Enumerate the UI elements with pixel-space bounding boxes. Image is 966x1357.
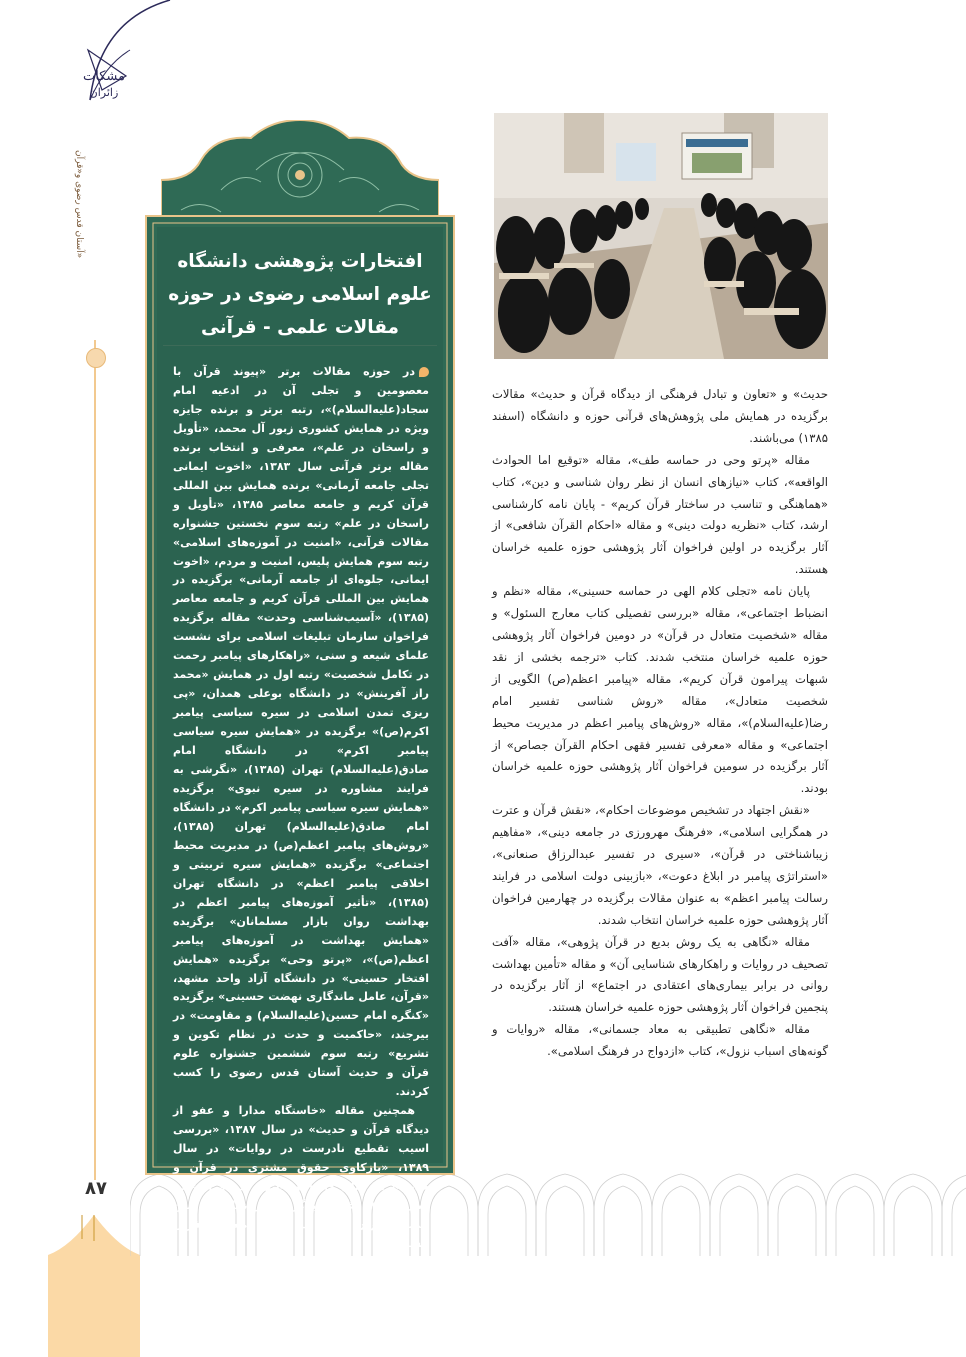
- svg-text:مشکات: مشکات: [83, 69, 125, 84]
- rail-ornament: [86, 348, 106, 368]
- svg-text:زائران: زائران: [89, 86, 119, 99]
- panel-paragraph-text: در حوزه مقالات برتر «پیوند قرآن با معصومین و تجلی آن در ادعیه امام سجاد(علیه‌السلام)»، رتبه برتر و برنده جایزه ویژه در همایش کشوری زبور آل محمد، «تأویل و راسخان در علم»، معرفی و انتخاب برنده مقاله برتر قرآنی سال ۱۳۸۳، «اخوت ایمانی تجلی جامعه آرمانی» برنده همایش بین المللی قرآن کریم و جامعه معاصر ۱۳۸۵، «تأویل و راسخان در علم» رتبه سوم نخستین جشنواره مقالات قرآنی، «امنیت در آموزه‌های اسلامی» رتبه سوم همایش پلیس، امنیت و مردم، «اخوت ایمانی، جلوه‌ای از جامعه آرمانی» برگزیده در همایش بین المللی قرآن کریم و جامعه معاصر (۱۳۸۵)، «آسیب‌شناسی وحدت» مقاله برگزیده فراخوان سازمان تبلیغات اسلامی برای نشست علمای شیعه و سنی، «راهکارهای پیامبر رحمت در تکامل شخصیت» رتبه اول در همایش «محمد راز آفرینش» در دانشگاه بوعلی همدان، «پی ریزی تمدن اسلامی در سیره سیاسی پیامبر اکرم(ص)» برگزیده در «همایش سیره سیاسی پیامبر اکرم» در دانشگاه امام صادق(علیه‌السلام) تهران (۱۳۸۵)، «نگرشی به فرایند مشاوره در سیره نبوی» برگزیده «همایش سیره سیاسی پیامبر اکرم» در دانشگاه امام صادق(علیه‌السلام) تهران (۱۳۸۵)، «روش‌های پیامبر اعظم(ص) در مدیریت محیط اجتماعی» برگزیده «همایش سیره تربیتی و اخلاقی پیامبر اعظم» در دانشگاه تهران (۱۳۸۵)، «تأثیر آموزه‌های پیامبر اعظم در بهداشت روان بازار مسلمانان» برگزیده «همایش بهداشت در آموزه‌های پیامبر اعظم(ص)»، «پرتو وحی» برگزیده «همایش افتخار حسینی» در دانشگاه آزاد واحد مشهد، «قرآن، عامل ماندگاری نهضت حسینی» برگزیده «کنگره امام حسین(علیه‌السلام) و مقاومت» در بیرجند، «حاکمیت و حدت در نظام تکوین و تشریع» رتبه سوم ششمین جشنواره علوم قرآن و حدیث آستان قدس رضوی را کسب کردند.: [173, 365, 429, 1099]
- margin-rail: [94, 340, 96, 1180]
- article-paragraph: مقاله «پرتو وحی در حماسه طف»، مقاله «توقیع اما الحوادث الواقعه»، کتاب «نیازهای انسان از نظر روان شناسی و دین»، کتاب «هماهنگی و تناسب در ساختار قرآن کریم» - پایان نامه کارشناسی ارشد، کتاب «نظریه دولت دینی» و مقاله «احکام القرآن شافعی» از آثار برگزیده در اولین فراخوان آثار پژوهشی حوزه علمیه خراسان هستند.: [492, 452, 828, 577]
- sidebar-panel: [145, 120, 455, 1250]
- article-paragraph: مقاله «نگاهی به یک روش بدیع در قرآن پژوهی»، مقاله «آفت تصحیف در روایات و راهکارهای شناسایی آن» و مقاله «تأمین بهداشت روانی در برابر بیماری‌های اعتقادی در اجتماع» از آثار برگزیده در پنجمین فراخوان آثار پژوهشی حوزه علمیه خراسان هستند.: [492, 934, 828, 1015]
- title-divider: [163, 345, 437, 346]
- panel-paragraph: [173, 363, 429, 1102]
- panel-title-line: علوم اسلامی رضوی در حوزه: [168, 284, 432, 305]
- article-paragraph: «نقش اجتهاد در تشخیص موضوعات احکام»، «نقش قرآن و عترت در همگرایی اسلامی»، «فرهنگ مهرورزی در جامعه دینی»، «مفاهیم زیباشناختی در قرآن»، «سیری در تفسیر عبدالرزاق صنعانی»، «استراتژی پیامبر در ابلاغ دعوت»، «بازبینی دولت اسلامی در فرایند رسالت پیامبر اعظم» به عنوان مقالات برگزیده در چهارمین فراخوان آثار پژوهشی حوزه علمیه خراسان انتخاب شدند.: [492, 803, 828, 927]
- panel-paragraph: همچنین مقاله «خاستگاه مدارا و عفو از دیدگاه قرآن و حدیث» در سال ۱۳۸۷، «بررسی اسیب تقطیع نادرست در روایات» در سال ۱۳۸۹، «بازکاوی حقوق مشتری در قرآن و حدیث» در سال ۱۳۸۹ و «ایهام در قرآن» در سال ۱۳۸۹ مقالات برگزیده در نمایشگاه بین المللی قرآن کریم در حوزه معارف قرآن هستند.: [173, 1104, 429, 1250]
- article-paragraph: پایان نامه «تجلی کلام الهی در حماسه حسینی»، مقاله «نظم و انضباط اجتماعی»، مقاله «بررسی تفصیلی کتاب معارج السئول» و مقاله «شخصیت متعادل در قرآن» در دومین فراخوان آثار پژوهشی حوزه علمیه خراسان منتخب شدند. کتاب «ترجمه بخشی از نقد شبهات پیرامون قرآن کریم»، مقاله «پیامبر اعظم(ص) الگویی از شخصیت متعادل»، مقاله «روش شناسی تفسیر امام رضا(علیه‌السلام)»، مقاله «روش‌های پیامبر اعظم در مدیریت محیط اجتماعی» و مقاله «معرفی تفسیر فقهی احکام القرآن جصاص» از آثار برگزیده در سومین فراخوان آثار پژوهشی حوزه علمیه خراسان بودند.: [492, 584, 828, 796]
- panel-title-line: مقالات علمی - قرآنی: [200, 317, 400, 338]
- article-paragraph: مقاله «نگاهی تطبیقی به معاد جسمانی»، مقاله «روایات و گونه‌های اسباب نزول»، کتاب «ازدواج در فرهنگ اسلامی».: [492, 1022, 828, 1059]
- side-section-label: آستان قدس رضوی و«قرآن»: [74, 150, 84, 259]
- page-number: ۸۷: [85, 1178, 107, 1199]
- article-paragraph: حدیث» و «تعاون و تبادل فرهنگی از دیدگاه قرآن و حدیث» مقالات برگزیده در همایش ملی پژوهش‌های قرآنی حوزه و دانشگاه (اسفند ۱۳۸۵) می‌باشند.: [492, 387, 828, 445]
- logo-emblem: [30, 0, 180, 130]
- panel-body: [173, 363, 429, 1254]
- bullet-icon: [419, 367, 429, 377]
- exam-photo: [494, 113, 828, 359]
- panel-title: [163, 245, 437, 344]
- article-body: [492, 384, 828, 1063]
- panel-title-line: افتخارات پژوهشی دانشگاه: [177, 251, 423, 272]
